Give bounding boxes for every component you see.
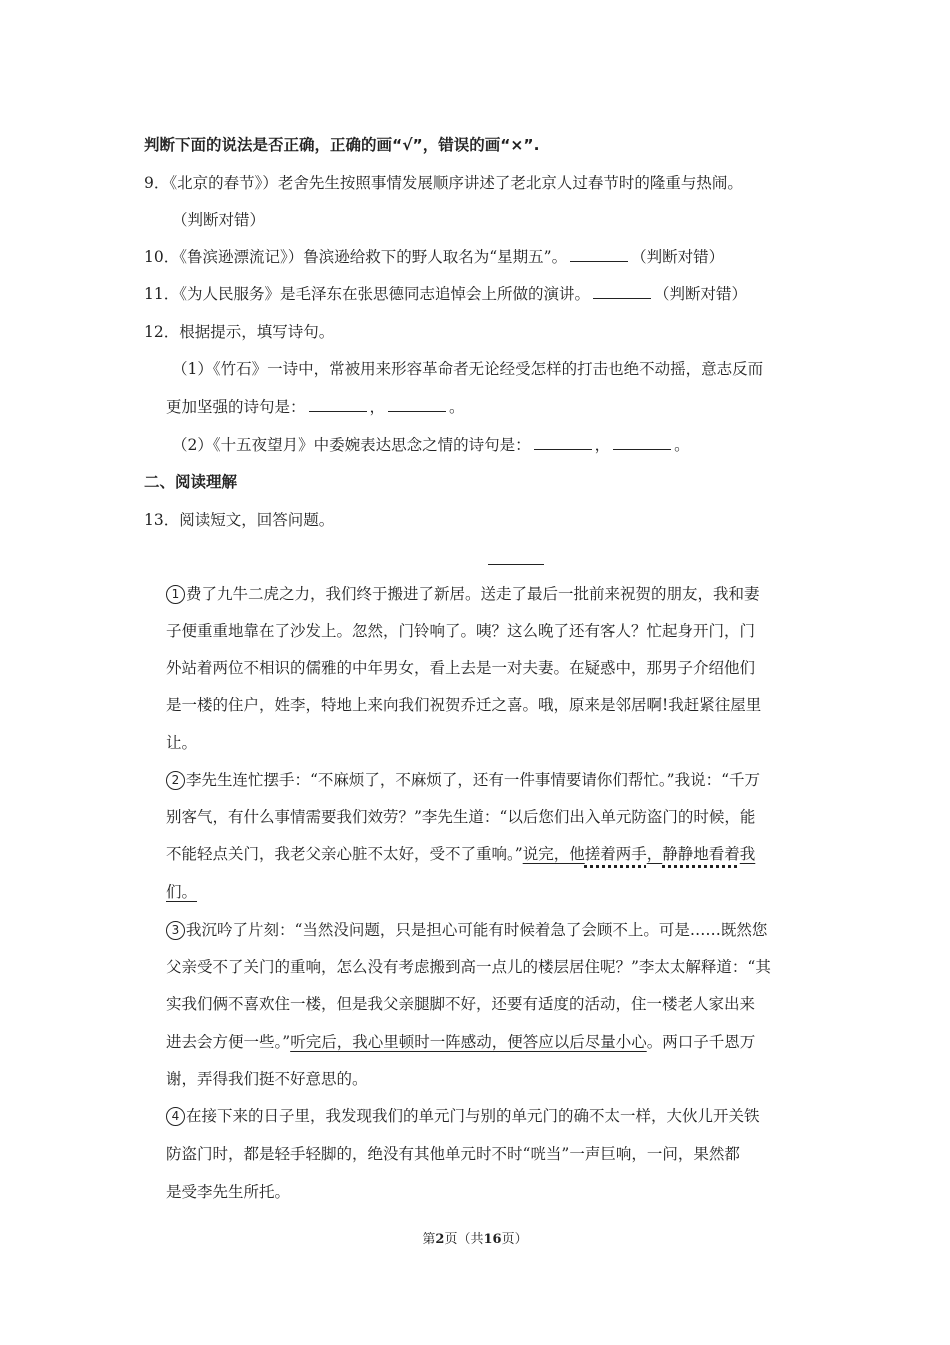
footer-mid: 页（共 [444,1232,484,1247]
underlined-sentence-a: 说完，他 [522,845,585,863]
passage-para-3-line-5: 谢，弄得我们挺不好意思的。 [166,1070,368,1088]
question-9: 9．《北京的春节》）老舍先生按照事情发展顺序讲述了老北京人过春节时的隆重与热闹。 [144,174,743,192]
passage-para-2-line-2: 别客气，有什么事情需要我们效劳？”李先生道：“以后您们出入单元防盗门的时候，能 [166,808,756,826]
footer-post: 页） [501,1232,528,1247]
underlined-comma: ， [646,845,663,863]
question-10 [144,246,724,268]
question-10-blank[interactable] [570,246,628,262]
paragraph-number-3: 3 [166,921,185,940]
question-11-text: 11．《为人民服务》是毛泽东在张思德同志追悼会上所做的演讲。 [144,285,590,303]
question-11-blank[interactable] [593,283,651,299]
question-12-sub1-blank-2[interactable] [388,396,446,412]
question-11-judge-label: （判断对错） [653,285,747,303]
passage-para-4-line-2: 防盗门时，都是轻手轻脚的，绝没有其他单元时不时“咣当”一声巨响，一问，果然都 [166,1145,740,1163]
passage-para-3-line-1 [166,919,767,941]
passage-para-4-line-1 [166,1105,760,1127]
para-2-text-1: 李先生连忙摆手：“不麻烦了，不麻烦了，还有一件事情要请你们帮忙。”我说：“千万 [186,771,761,789]
passage-para-4-line-3: 是受李先生所托。 [166,1183,291,1201]
passage-para-3-line-4 [166,1031,755,1053]
passage-para-2-line-1 [166,769,760,791]
question-12-sub2-blank-1[interactable] [534,434,592,450]
underlined-end: 我 [739,845,756,863]
footer-page-total: 16 [483,1232,502,1247]
section-heading-reading: 二、阅读理解 [144,473,238,491]
paragraph-number-1: 1 [166,585,185,604]
para-3-text-4c: 。两口子千恩万 [646,1033,756,1051]
dotted-phrase-1: 搓着两手 [584,845,647,863]
question-12: 12．根据提示，填写诗句。 [144,323,335,341]
question-9-judge-label: （判断对错） [172,211,266,229]
question-13: 13．阅读短文，回答问题。 [144,511,335,529]
passage-para-2-line-3 [166,843,755,865]
comma: ， [594,436,611,454]
passage-para-3-line-2: 父亲受不了关门的重响，怎么没有考虑搬到高一点儿的楼层居住呢？”李太太解释道：“其 [166,958,771,976]
instruction-heading: 判断下面的说法是否正确，正确的画“√”，错误的画“×”. [144,136,540,154]
para-1-text-1: 费了九牛二虎之力，我们终于搬进了新居。送走了最后一批前来祝贺的朋友，我和妻 [186,585,760,603]
para-3-text-1: 我沉吟了片刻：“当然没问题，只是担心可能有时候着急了会顾不上。可是……既然您 [186,921,768,939]
question-11 [144,283,747,305]
passage-para-2-line-4 [166,881,197,903]
para-2-text-3a: 不能轻点关门，我老父亲心脏不太好，受不了重响。” [166,845,523,863]
period: 。 [674,436,690,454]
passage-para-3-line-3: 实我们俩不喜欢住一楼，但是我父亲腿脚不好，还要有适度的活动，住一楼老人家出来 [166,995,756,1013]
underlined-sentence-a-end: 们。 [166,883,198,901]
dotted-phrase-2: 静静地看着 [662,845,740,863]
passage-para-1-line-3: 外站着两位不相识的儒雅的中年男女，看上去是一对夫妻。在疑惑中，那男子介绍他们 [166,659,756,677]
question-12-sub1: （1）《竹石》一诗中，常被用来形容革命者无论经受怎样的打击也绝不动摇，意志反而 [172,360,764,378]
passage-para-1-line-1 [166,583,760,605]
underlined-sentence-b: 听完后，我心里顿时一阵感动，便答应以后尽量小心 [290,1033,647,1051]
question-10-text: 10．《鲁滨逊漂流记》）鲁滨逊给救下的野人取名为“星期五”。 [144,248,568,266]
question-12-sub2-text: （2）《十五夜望月》中委婉表达思念之情的诗句是： [172,436,531,454]
paragraph-number-2: 2 [166,771,185,790]
question-12-sub1-blank-1[interactable] [309,396,367,412]
question-12-sub2-blank-2[interactable] [613,434,671,450]
passage-title-blank[interactable] [488,564,544,565]
footer-pre: 第 [422,1232,436,1247]
page-footer [0,1228,950,1247]
para-4-text-1: 在接下来的日子里，我发现我们的单元门与别的单元门的确不太一样，大伙儿开关铁 [186,1107,760,1125]
question-12-sub1-cont [166,396,465,418]
passage-para-1-line-4: 是一楼的住户，姓李，特地上来向我们祝贺乔迁之喜。哦，原来是邻居啊!我赶紧往屋里 [166,696,762,714]
question-10-judge-label: （判断对错） [631,248,725,266]
question-12-sub1-text: 更加坚强的诗句是： [166,398,306,416]
period: 。 [449,398,465,416]
para-3-text-4a: 进去会方便一些。” [166,1033,291,1051]
paragraph-number-4: 4 [166,1107,185,1126]
passage-para-1-line-2: 子便重重地靠在了沙发上。忽然，门铃响了。咦？这么晚了还有客人？忙起身开门，门 [166,622,756,640]
passage-para-1-line-5: 让。 [166,734,198,752]
question-12-sub2 [172,434,690,456]
comma: ， [369,398,386,416]
footer-page-number: 2 [435,1232,445,1247]
